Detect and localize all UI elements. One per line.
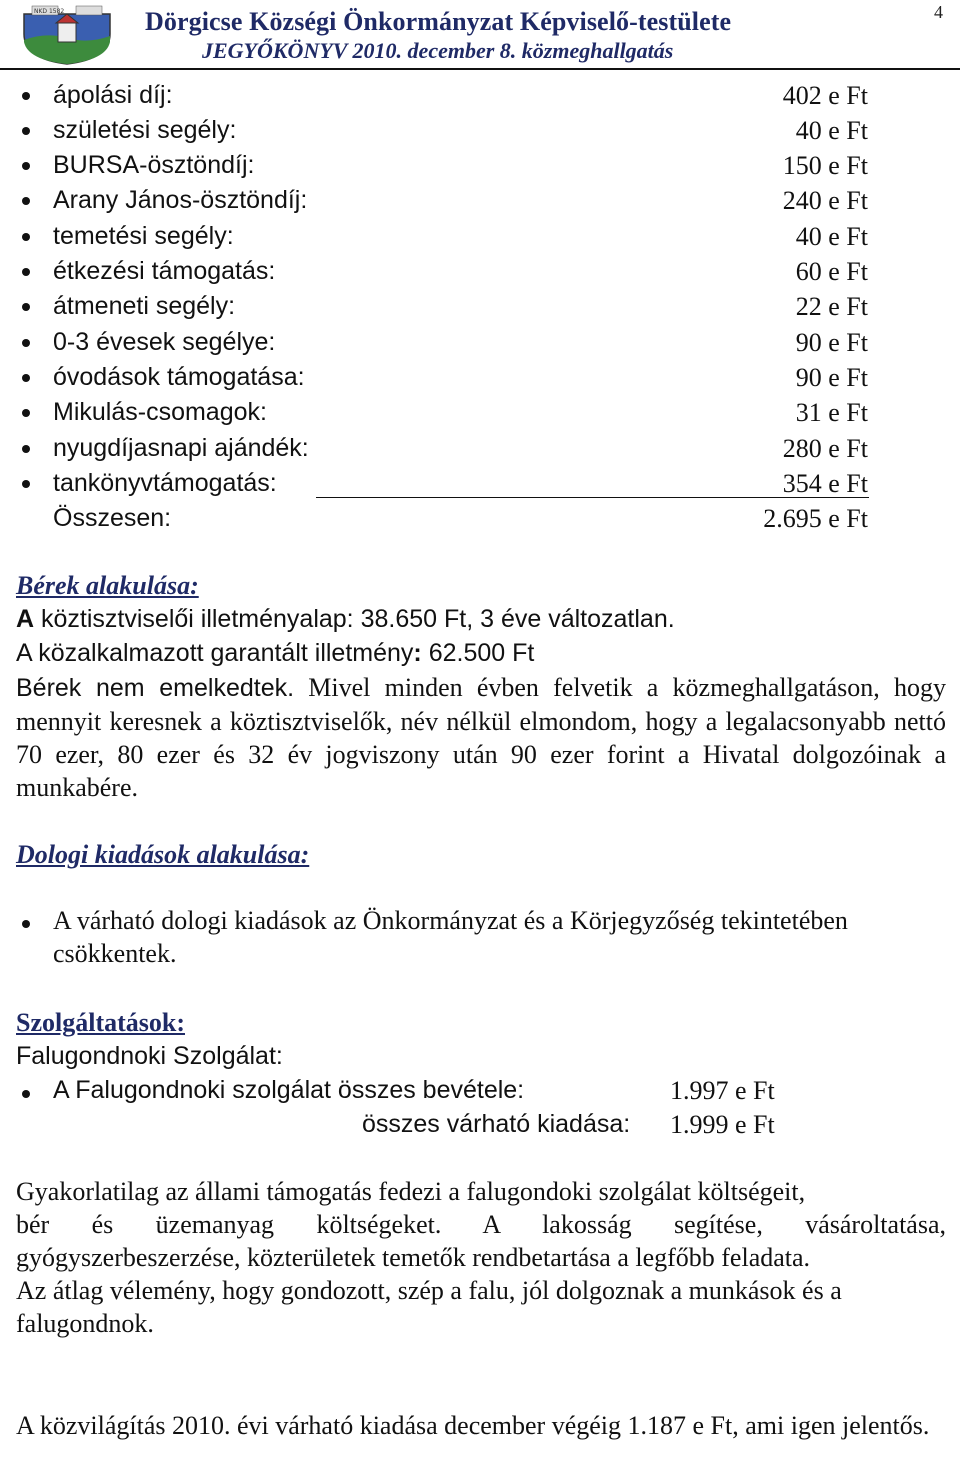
subsidy-amount: 90 e Ft xyxy=(795,363,868,392)
page-number: 4 xyxy=(934,2,943,22)
subsidy-label: 0-3 évesek segélye: xyxy=(53,328,276,356)
page-header xyxy=(0,0,960,72)
bullet-icon xyxy=(22,339,30,347)
subsidy-label: óvodások támogatása: xyxy=(53,363,305,391)
list-item xyxy=(0,78,960,113)
bullet-icon xyxy=(22,480,30,488)
paragraph-line: falugondnok. xyxy=(16,1309,154,1338)
list-item xyxy=(0,113,960,148)
subsidy-amount: 40 e Ft xyxy=(795,222,868,251)
bullet-icon xyxy=(22,374,30,382)
falu-revenue-amount: 1.997 e Ft xyxy=(670,1076,775,1105)
list-item xyxy=(0,395,960,430)
wages-line-1 xyxy=(16,603,946,636)
bullet-icon xyxy=(22,92,30,100)
services-subheading: Falugondnoki Szolgálat: xyxy=(16,1042,283,1070)
subsidy-amount: 60 e Ft xyxy=(795,257,868,286)
subsidy-label: temetési segély: xyxy=(53,222,234,250)
subsidy-amount: 240 e Ft xyxy=(782,186,868,215)
total-underline xyxy=(316,497,869,498)
wages-line-2: A közalkalmazott garantált illetmény: 62.500 Ft xyxy=(16,639,535,667)
list-item xyxy=(0,360,960,395)
paragraph-line: Gyakorlatilag az állami támogatás fedezi a falugondoki szolgálat költségeit, xyxy=(16,1177,806,1206)
subsidy-amount: 40 e Ft xyxy=(795,116,868,145)
subsidy-amount: 150 e Ft xyxy=(782,151,868,180)
header-title: Dörgicse Községi Önkormányzat Képviselő-testülete xyxy=(145,7,732,36)
bullet-icon xyxy=(22,127,30,135)
subsidy-label: születési segély: xyxy=(53,116,237,144)
lighting-paragraph: A közvilágítás 2010. évi várható kiadása december végéig 1.187 e Ft, ami igen jelentős. xyxy=(16,1411,930,1440)
subsidy-amount: 90 e Ft xyxy=(795,328,868,357)
logo-lettering: NKD 1582 xyxy=(34,8,65,15)
bullet-icon xyxy=(22,920,30,928)
total-label: Összesen: xyxy=(53,504,172,532)
material-item-text: A várható dologi kiadások az Önkormányzat és a Körjegyzőség tekintetében csökkentek. xyxy=(53,906,848,968)
subsidy-label: ápolási díj: xyxy=(53,81,173,109)
list-item xyxy=(0,289,960,324)
subsidy-amount: 354 e Ft xyxy=(782,469,868,498)
header-subtitle: JEGYŐKÖNYV 2010. december 8. közmeghallgatás xyxy=(202,38,674,63)
falu-expense-label: összes várható kiadása: xyxy=(362,1110,631,1138)
subsidy-amount: 280 e Ft xyxy=(782,434,868,463)
total-amount: 2.695 e Ft xyxy=(763,504,868,533)
bullet-icon xyxy=(22,268,30,276)
subsidy-label: étkezési támogatás: xyxy=(53,257,276,285)
services-paragraph xyxy=(16,1175,946,1340)
wages-heading: Bérek alakulása: xyxy=(16,571,199,600)
falu-revenue-label: A Falugondnoki szolgálat összes bevétele: xyxy=(53,1076,525,1104)
subsidy-label: BURSA-ösztöndíj: xyxy=(53,151,255,179)
list-item xyxy=(0,254,960,289)
list-item xyxy=(0,183,960,218)
bullet-icon xyxy=(22,409,30,417)
paragraph-line: bér és üzemanyag költségeket. A lakosság segítése, vásároltatása, xyxy=(16,1210,946,1239)
list-item xyxy=(0,148,960,183)
falu-revenue-row xyxy=(0,1074,960,1107)
subsidy-label: Arany János-ösztöndíj: xyxy=(53,186,308,214)
bullet-icon xyxy=(22,233,30,241)
total-row xyxy=(0,501,960,536)
falu-expense-row xyxy=(0,1108,960,1141)
bullet-icon xyxy=(22,445,30,453)
subsidy-amount: 402 e Ft xyxy=(782,81,868,110)
list-item xyxy=(0,219,960,254)
services-heading: Szolgáltatások: xyxy=(16,1008,185,1037)
subsidy-amount: 31 e Ft xyxy=(795,398,868,427)
material-heading: Dologi kiadások alakulása: xyxy=(16,840,310,869)
list-item xyxy=(0,325,960,360)
bullet-icon xyxy=(22,303,30,311)
paragraph-line: gyógyszerbeszerzése, közterületek temetők rendbetartása a legfőbb feladata. xyxy=(16,1243,811,1272)
subsidy-label: nyugdíjasnapi ajándék: xyxy=(53,434,309,462)
wages-paragraph: Bérek nem emelkedtek. Mivel minden évben felvetik a közmeghallgatáson, hogy mennyit keresnek a köztisztviselők, név nélkül elmondom, hogy a legalacsonyabb nettó 70 ezer, 80 ezer és 32 év jogviszony után 90 ezer forint a Hivatal dolgozóinak a munkabére. xyxy=(16,673,946,802)
falu-expense-amount: 1.999 e Ft xyxy=(670,1110,775,1139)
subsidy-label: tankönyvtámogatás: xyxy=(53,469,277,497)
header-rule xyxy=(0,68,960,70)
paragraph-line: Az átlag vélemény, hogy gondozott, szép a falu, jól dolgoznak a munkások és a xyxy=(16,1276,842,1305)
wages-line-1-text: köztisztviselői illetményalap: 38.650 Ft, 3 éve változatlan. xyxy=(34,605,675,633)
bullet-icon xyxy=(22,1090,30,1098)
subsidy-amount: 22 e Ft xyxy=(795,292,868,321)
wages-line-1-bold: A xyxy=(16,605,35,633)
bullet-icon xyxy=(22,197,30,205)
list-item xyxy=(0,466,960,501)
bullet-icon xyxy=(22,162,30,170)
coat-of-arms-logo xyxy=(16,4,118,66)
list-item xyxy=(0,431,960,466)
subsidy-label: átmeneti segély: xyxy=(53,292,236,320)
subsidy-label: Mikulás-csomagok: xyxy=(53,398,267,426)
